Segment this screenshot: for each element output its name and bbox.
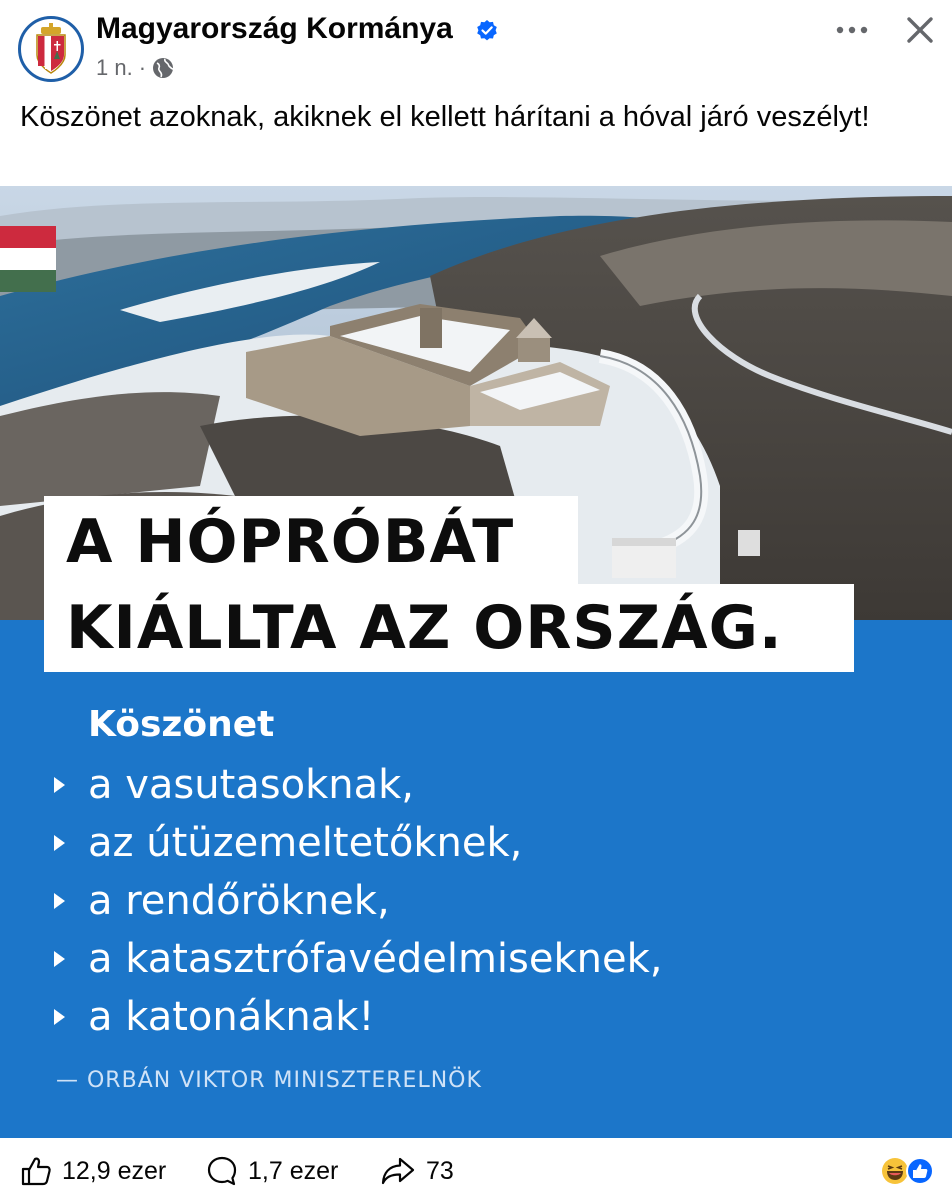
hungarian-flag-icon [0, 226, 56, 292]
page-name[interactable]: Magyarország Kormánya [96, 12, 453, 45]
share-button[interactable] [380, 1154, 454, 1188]
list-item: a katonáknak! [54, 988, 934, 1046]
thumbs-up-icon [20, 1155, 52, 1187]
list-item: a rendőröknek, [54, 872, 934, 930]
post-image[interactable] [0, 186, 952, 1138]
reaction-haha-like-icons[interactable] [880, 1156, 936, 1186]
list-item: az útüzemeltetőknek, [54, 814, 934, 872]
page-avatar[interactable] [18, 16, 84, 82]
comment-icon [206, 1155, 238, 1187]
bullet-icon [54, 1009, 65, 1025]
thanks-list [54, 756, 934, 1046]
like-button[interactable] [20, 1154, 166, 1188]
post-actions [0, 1142, 952, 1200]
comment-button[interactable] [206, 1154, 338, 1188]
close-icon [906, 16, 934, 44]
headline-line-2 [44, 584, 854, 672]
thanks-title: Köszönet [88, 704, 275, 745]
more-horizontal-icon [836, 26, 868, 34]
verified-badge-icon [475, 19, 499, 43]
hungarian-coat-of-arms-icon [29, 23, 73, 75]
share-arrow-icon [380, 1155, 416, 1187]
bullet-icon [54, 777, 65, 793]
comment-count: 1,7 ezer [248, 1156, 339, 1185]
headline-line-1-text: A HÓPRÓBÁT [66, 507, 515, 577]
bullet-icon [54, 893, 65, 909]
bullet-icon [54, 951, 65, 967]
post-header [0, 0, 952, 92]
quote-attribution: — ORBÁN VIKTOR MINISZTERELNÖK [56, 1068, 482, 1093]
post-message: Köszönet azoknak, akiknek el kellett hárítani a hóval járó veszélyt! [20, 101, 870, 133]
like-count: 12,9 ezer [62, 1156, 167, 1185]
bullet-icon [54, 835, 65, 851]
globe-icon[interactable] [152, 57, 174, 79]
headline-line-2-text: KIÁLLTA AZ ORSZÁG. [66, 593, 783, 663]
close-button[interactable] [900, 10, 940, 50]
headline-line-1 [44, 496, 578, 588]
list-item: a katasztrófavédelmiseknek, [54, 930, 934, 988]
share-count: 73 [426, 1156, 454, 1185]
post-time[interactable]: 1 n. [96, 55, 133, 80]
more-options-button[interactable] [832, 14, 872, 46]
post-meta [96, 54, 174, 82]
meta-separator: · [138, 55, 147, 80]
list-item: a vasutasoknak, [54, 756, 934, 814]
